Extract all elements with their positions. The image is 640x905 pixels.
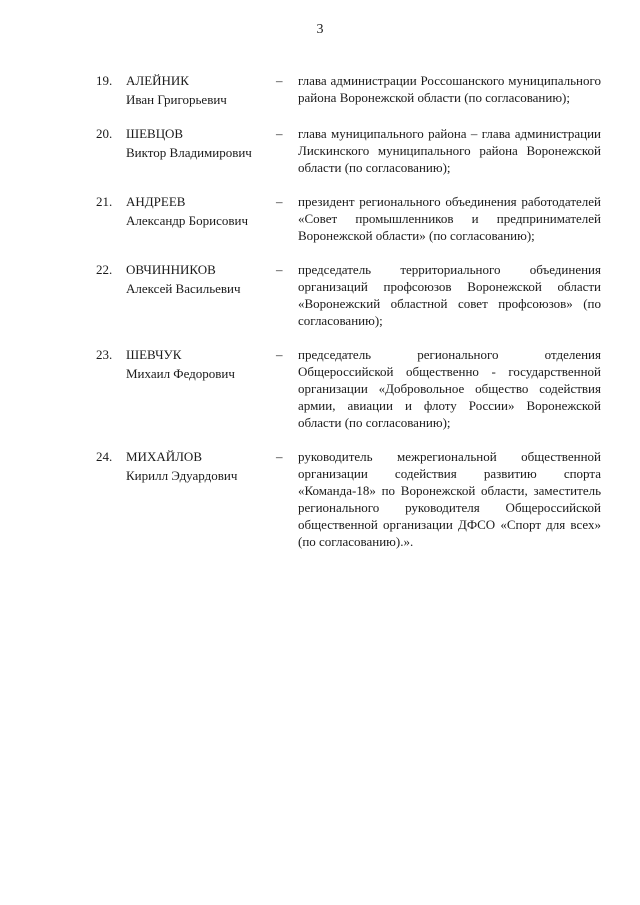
position-description: президент регионального объединения работодателей «Совет промышленников и предпринимателей Воронежской области» (по согласованию); bbox=[298, 194, 601, 243]
list-item bbox=[96, 72, 608, 108]
given-name: Александр Борисович bbox=[126, 213, 248, 228]
surname: МИХАЙЛОВ bbox=[126, 449, 202, 464]
page-number: 3 bbox=[316, 22, 324, 37]
list-item bbox=[96, 125, 608, 176]
list-item bbox=[96, 193, 608, 244]
surname: ШЕВЧУК bbox=[126, 347, 182, 362]
entry-number: 19. bbox=[96, 73, 113, 88]
dash-separator: – bbox=[276, 126, 283, 141]
dash-separator: – bbox=[276, 194, 283, 209]
surname: АЛЕЙНИК bbox=[126, 73, 189, 88]
given-name: Иван Григорьевич bbox=[126, 92, 227, 107]
surname: АНДРЕЕВ bbox=[126, 194, 186, 209]
given-name: Алексей Васильевич bbox=[126, 281, 241, 296]
dash-separator: – bbox=[276, 347, 283, 362]
given-name: Михаил Федорович bbox=[126, 366, 235, 381]
person-name bbox=[126, 448, 276, 484]
surname: ШЕВЦОВ bbox=[126, 126, 184, 141]
person-name bbox=[126, 193, 276, 229]
position-description: руководитель межрегиональной общественной организации содействия развитию спорта «Команда-18» по Воронежской области, заместитель регионального руководителя Общероссийской общественной организации ДФСО «Спорт для всех» (по согласованию).». bbox=[298, 449, 601, 549]
position-description: глава муниципального района – глава администрации Лискинского муниципального района Воронежской области (по согласованию); bbox=[298, 126, 601, 175]
dash-separator: – bbox=[276, 73, 283, 88]
list-item bbox=[96, 448, 608, 550]
entry-number: 24. bbox=[96, 449, 113, 464]
position-description: председатель территориального объединения организаций профсоюзов Воронежской области «Воронежский областной совет профсоюзов» (по согласованию); bbox=[298, 262, 601, 328]
person-name bbox=[126, 261, 276, 297]
entry-number: 20. bbox=[96, 126, 113, 141]
given-name: Виктор Владимирович bbox=[126, 145, 252, 160]
entry-number: 22. bbox=[96, 262, 113, 277]
list-item bbox=[96, 346, 608, 431]
person-name bbox=[126, 346, 276, 382]
surname: ОВЧИННИКОВ bbox=[126, 262, 216, 277]
person-name bbox=[126, 72, 276, 108]
entry-number: 23. bbox=[96, 347, 113, 362]
dash-separator: – bbox=[276, 449, 283, 464]
member-list bbox=[96, 72, 608, 550]
given-name: Кирилл Эдуардович bbox=[126, 468, 238, 483]
dash-separator: – bbox=[276, 262, 283, 277]
list-item bbox=[96, 261, 608, 329]
person-name bbox=[126, 125, 276, 161]
position-description: глава администрации Россошанского муниципального района Воронежской области (по согласованию); bbox=[298, 73, 601, 105]
entry-number: 21. bbox=[96, 194, 113, 209]
position-description: председатель регионального отделения Общероссийской общественно - государственной организации «Добровольное общество содействия армии, авиации и флоту России» Воронежской области (по согласованию); bbox=[298, 347, 601, 430]
